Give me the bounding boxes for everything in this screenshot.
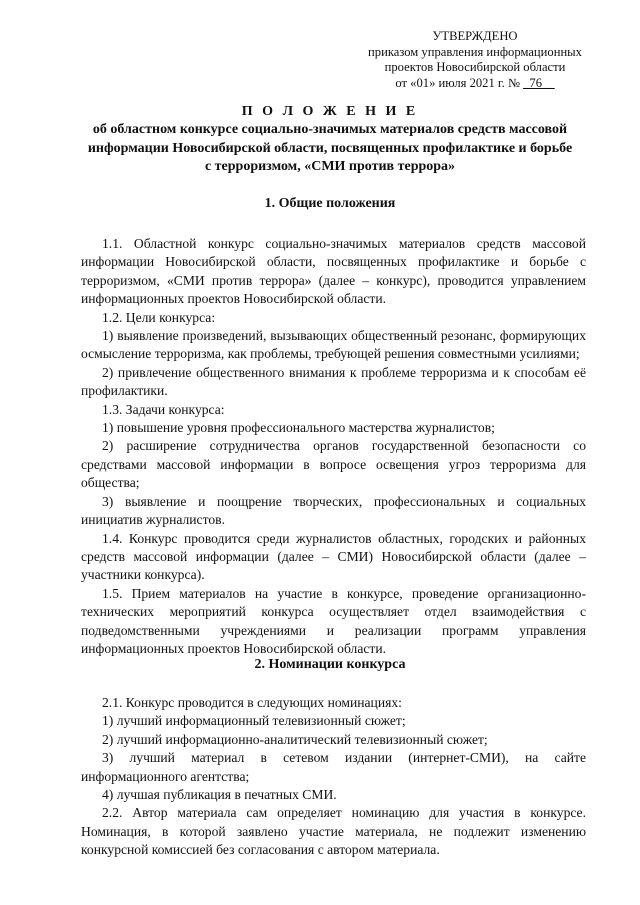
paragraph: 3) лучший материал в сетевом издании (интернет-СМИ), на сайте информационного агентства; xyxy=(81,750,586,784)
title-heading: П О Л О Ж Е Н И Е xyxy=(241,104,419,119)
paragraph: 1.4. Конкурс проводится среди журналистов областных, городских и районных средств массовой информации (далее – СМИ) Новосибирской области (далее – участники конкурса). xyxy=(81,530,586,583)
paragraph: 2) привлечение общественного внимания к проблеме терроризма и к способам её профилактики. xyxy=(81,364,586,399)
section-2-title: 2. Номинации конкурса xyxy=(254,657,406,672)
paragraph: 2) лучший информационно-аналитический телевизионный сюжет; xyxy=(102,731,488,747)
paragraph: 2.2. Автор материала сам определяет номинацию для участия в конкурсе. Номинация, в которой заявлено участие материала, не подлежит изменению конкурсной комиссией без согласования с автором материала. xyxy=(81,805,586,858)
paragraph: 3) выявление и поощрение творческих, профессиональных и социальных инициатив журналистов. xyxy=(81,493,586,528)
order-line-1: приказом управления информационных xyxy=(368,44,582,59)
order-date-line xyxy=(360,76,590,92)
paragraph: 1) повышение уровня профессионального мастерства журналистов; xyxy=(102,420,495,436)
paragraph: 1.3. Задачи конкурса: xyxy=(102,401,225,417)
paragraph: 2) расширение сотрудничества органов государственной безопасности со средствами массовой информации в вопросе освещения угроз терроризма для общества; xyxy=(81,438,586,491)
paragraph: 1) выявление произведений, вызывающих общественный резонанс, формирующих осмысление терроризма, как проблемы, требующей решения совместными усилиями; xyxy=(81,328,586,362)
order-line-2: проектов Новосибирской области xyxy=(384,60,566,75)
order-number: _76__ xyxy=(523,75,555,90)
order-date: от «01» июля 2021 г. № xyxy=(395,75,524,90)
approval-stamp xyxy=(360,29,590,91)
approved-label: УТВЕРЖДЕНО xyxy=(432,29,518,43)
paragraph: 1) лучший информационный телевизионный сюжет; xyxy=(102,713,406,729)
document-title xyxy=(74,103,586,177)
paragraph: 1.5. Прием материалов на участие в конкурсе, проведение организационно-технических мероприятий конкурса осуществляет отдел взаимодействия с подведомственными учреждениями и реализации программ управления информационных проектов Новосибирской области. xyxy=(81,585,586,656)
paragraph: 1.2. Цели конкурса: xyxy=(102,309,216,325)
title-line-3: с терроризмом, «СМИ против террора» xyxy=(204,159,456,175)
title-line-1: об областном конкурсе социально-значимых материалов средств массовой xyxy=(92,122,568,138)
paragraph: 2.1. Конкурс проводится в следующих номинациях: xyxy=(102,695,402,710)
paragraph: 4) лучшая публикация в печатных СМИ. xyxy=(102,787,337,803)
section-1-title: 1. Общие положения xyxy=(264,196,396,211)
section-1-body xyxy=(81,235,586,658)
paragraph: 1.1. Областной конкурс социально-значимых материалов средств массовой информации Новосибирской области, посвященных профилактике и борьбе с терроризмом, «СМИ против террора» (далее – конкурс), проводится управлением информационных проектов Новосибирской области. xyxy=(81,236,586,307)
title-line-2: информации Новосибирской области, посвященных профилактике и борьбе xyxy=(87,140,573,156)
section-2-body xyxy=(81,694,586,860)
